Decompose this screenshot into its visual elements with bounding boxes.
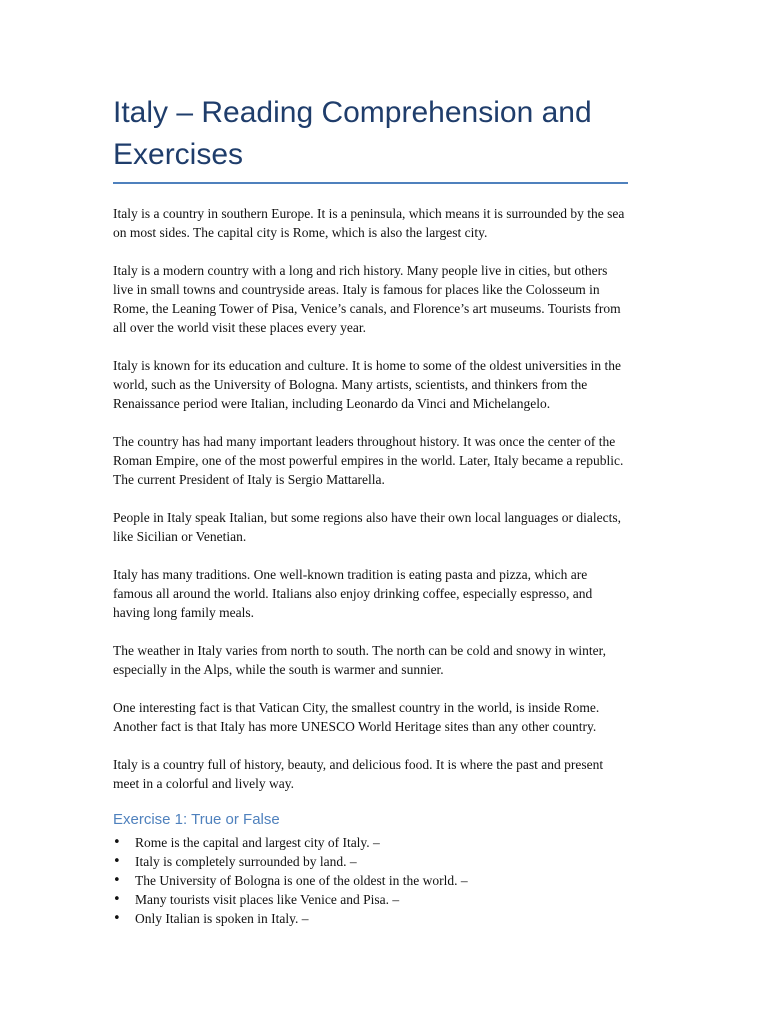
bullet-icon: • [113, 835, 121, 850]
list-item [113, 890, 628, 909]
paragraph-8: One interesting fact is that Vatican City, the smallest country in the world, is inside Rome. Another fact is that Italy has more UNESCO World Heritage sites than any other country. [113, 700, 600, 734]
statement-text: Only Italian is spoken in Italy. – [135, 911, 309, 926]
paragraph-1: Italy is a country in southern Europe. It is a peninsula, which means it is surrounded by the sea on most sides. The capital city is Rome, which is also the largest city. [113, 206, 625, 240]
paragraph-7: The weather in Italy varies from north to south. The north can be cold and snowy in winter, especially in the Alps, while the south is warmer and sunnier. [113, 643, 606, 677]
reading-passage [113, 204, 628, 793]
statement-text: Italy is completely surrounded by land. – [135, 854, 357, 869]
list-item [113, 852, 628, 871]
paragraph-3: Italy is known for its education and culture. It is home to some of the oldest universities in the world, such as the University of Bologna. Many artists, scientists, and thinkers from the Renaissance period were Italian, including Leonardo da Vinci and Michelangelo. [113, 358, 622, 411]
list-item [113, 833, 628, 852]
bullet-icon: • [113, 911, 121, 926]
true-false-list [113, 833, 628, 928]
bullet-icon: • [113, 873, 121, 888]
paragraph-2: Italy is a modern country with a long and rich history. Many people live in cities, but others live in small towns and countryside areas. Italy is famous for places like the Colosseum in Rome, the Leaning Tower of Pisa, Venice’s canals, and Florence’s art museums. Tourists from all over the world visit these places every year. [113, 263, 621, 335]
paragraph-4: The country has had many important leaders throughout history. It was once the center of the Roman Empire, one of the most powerful empires in the world. Later, Italy became a republic. The current President of Italy is Sergio Mattarella. [113, 434, 624, 487]
paragraph-6: Italy has many traditions. One well-known tradition is eating pasta and pizza, which are famous all around the world. Italians also enjoy drinking coffee, especially espresso, and having long family meals. [113, 567, 593, 620]
list-item [113, 871, 628, 890]
document-page [113, 92, 628, 928]
paragraph-5: People in Italy speak Italian, but some regions also have their own local languages or dialects, like Sicilian or Venetian. [113, 510, 621, 544]
statement-text: Rome is the capital and largest city of Italy. – [135, 835, 380, 850]
statement-text: The University of Bologna is one of the oldest in the world. – [135, 873, 468, 888]
document-title: Italy – Reading Comprehension and Exercises [113, 92, 628, 184]
bullet-icon: • [113, 892, 121, 907]
bullet-icon: • [113, 854, 121, 869]
paragraph-9: Italy is a country full of history, beauty, and delicious food. It is where the past and present meet in a colorful and lively way. [113, 757, 604, 791]
statement-text: Many tourists visit places like Venice and Pisa. – [135, 892, 400, 907]
list-item [113, 909, 628, 928]
exercise-1-heading: Exercise 1: True or False [113, 811, 280, 828]
